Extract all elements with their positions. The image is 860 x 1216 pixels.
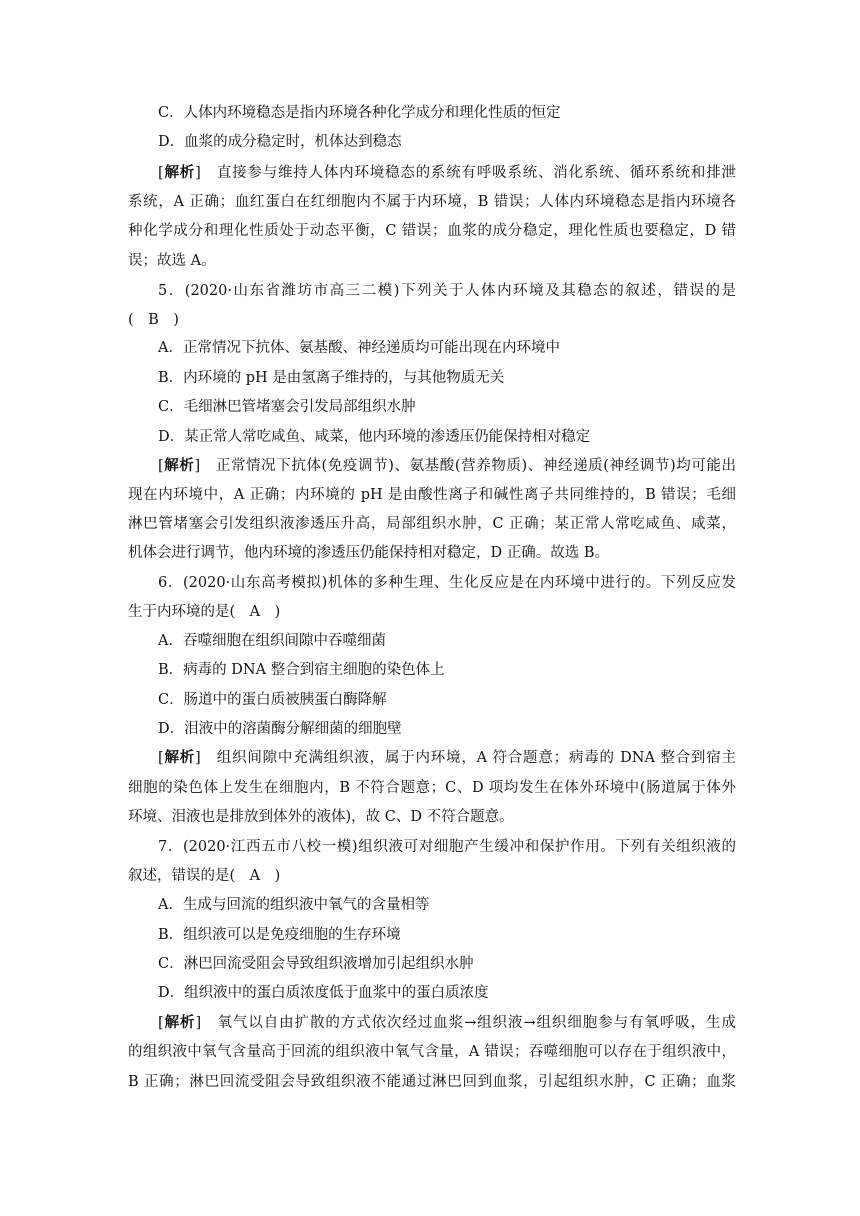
text-line: 5．(2020·山东省潍坊市高三二模)下列关于人体内环境及其稳态的叙述，错误的是 bbox=[158, 283, 736, 299]
analysis-paragraph-line bbox=[128, 777, 736, 799]
text-line: 7．(2020·江西五市八校一模)组织液可对细胞产生缓冲和保护作用。下列有关组织液的 bbox=[158, 839, 736, 855]
analysis-paragraph-line bbox=[128, 220, 736, 242]
text-line: A．生成与回流的组织液中氧气的含量相等 bbox=[158, 897, 430, 913]
analysis-label: 解析 bbox=[163, 1014, 196, 1031]
text-line: 直接参与维持人体内环境稳态的系统有呼吸系统、消化系统、循环系统和排泄 bbox=[200, 165, 736, 181]
analysis-bracket: [解析] bbox=[158, 1014, 202, 1031]
question-stem-line bbox=[158, 836, 736, 858]
question-stem-line bbox=[158, 572, 736, 594]
text-line: B．病毒的 DNA 整合到宿主细胞的染色体上 bbox=[158, 662, 445, 678]
text-line: B．组织液可以是免疫细胞的生存环境 bbox=[158, 927, 401, 943]
text-line: 的组织液中氧气含量高于回流的组织液中氧气含量，A 错误；吞噬细胞可以存在于组织液中， bbox=[128, 1044, 736, 1060]
text-line: 现在内环境中，A 正确；内环境的 pH 是由酸性离子和碱性离子共同维持的，B 错误；毛细 bbox=[128, 487, 736, 503]
text-line: 生于内环境的是( A ) bbox=[128, 604, 281, 620]
text-line: ( B ) bbox=[128, 312, 179, 328]
analysis-paragraph-line bbox=[158, 747, 736, 769]
analysis-paragraph-line bbox=[128, 1071, 736, 1093]
analysis-paragraph-line bbox=[128, 542, 736, 564]
option-b-line bbox=[158, 659, 736, 681]
option-a-line bbox=[158, 894, 736, 916]
analysis-label: 解析 bbox=[163, 749, 196, 766]
analysis-paragraph-line bbox=[128, 484, 736, 506]
option-c-line bbox=[158, 102, 736, 124]
text-line: C．淋巴回流受阻会导致组织液增加引起组织水肿 bbox=[158, 956, 474, 972]
text-line: 细胞的染色体上发生在细胞内，B 不符合题意；C、D 项均发生在体外环境中(肠道属于体外 bbox=[128, 780, 736, 796]
analysis-paragraph-line bbox=[128, 806, 736, 828]
analysis-label: 解析 bbox=[163, 457, 195, 474]
text-line: A．正常情况下抗体、氨基酸、神经递质均可能出现在内环境中 bbox=[158, 340, 560, 356]
text-line: D．血浆的成分稳定时，机体达到稳态 bbox=[158, 134, 402, 150]
text-line: A．吞噬细胞在组织间隙中吞噬细菌 bbox=[158, 633, 386, 649]
text-line: C．毛细淋巴管堵塞会引发局部组织水肿 bbox=[158, 399, 416, 415]
question-stem-line bbox=[158, 280, 736, 302]
text-line: B 正确；淋巴回流受阻会导致组织液不能通过淋巴回到血浆，引起组织水肿，C 正确；血浆 bbox=[128, 1074, 736, 1090]
text-line: 组织间隙中充满组织液，属于内环境，A 符合题意；病毒的 DNA 整合到宿主 bbox=[200, 750, 736, 766]
option-d-line bbox=[158, 718, 736, 740]
analysis-paragraph-line bbox=[128, 1041, 736, 1063]
text-line: 氧气以自由扩散的方式依次经过血浆→组织液→组织细胞参与有氧呼吸，生成 bbox=[201, 1015, 736, 1031]
text-line: D．泪液中的溶菌酶分解细菌的细胞壁 bbox=[158, 721, 402, 737]
text-line: 淋巴管堵塞会引发组织液渗透压升高，局部组织水肿，C 正确；某正常人常吃咸鱼、咸菜， bbox=[128, 516, 736, 532]
analysis-bracket: [解析] bbox=[158, 457, 201, 474]
text-line: 误；故选 A。 bbox=[128, 253, 216, 269]
text-line: 叙述，错误的是( A ) bbox=[128, 868, 281, 884]
text-line: 正常情况下抗体(免疫调节)、氨基酸(营养物质)、神经递质(神经调节)均可能出 bbox=[200, 458, 736, 474]
text-line: D．某正常人常吃咸鱼、咸菜，他内环境的渗透压仍能保持相对稳定 bbox=[158, 429, 591, 445]
text-line: 环境、泪液也是排放到体外的液体)，故 C、D 不符合题意。 bbox=[128, 809, 514, 825]
question-stem-line bbox=[128, 601, 736, 623]
option-d-line bbox=[158, 982, 736, 1004]
option-c-line bbox=[158, 689, 736, 711]
text-line: C．人体内环境稳态是指内环境各种化学成分和理化性质的恒定 bbox=[158, 105, 561, 121]
analysis-bracket: [解析] bbox=[158, 164, 201, 181]
analysis-paragraph-line bbox=[128, 191, 736, 213]
analysis-paragraph-line bbox=[158, 1012, 736, 1034]
analysis-bracket: [解析] bbox=[158, 749, 201, 766]
text-line: 种化学成分和理化性质处于动态平衡，C 错误；血浆的成分稳定，理化性质也要稳定，D 错 bbox=[128, 223, 736, 239]
option-a-line bbox=[158, 337, 736, 359]
option-d-line bbox=[158, 131, 736, 153]
option-c-line bbox=[158, 396, 736, 418]
analysis-paragraph-line bbox=[158, 455, 736, 477]
text-line: 6．(2020·山东高考模拟)机体的多种生理、生化反应是在内环境中进行的。下列反应发 bbox=[158, 575, 736, 591]
text-line: 系统，A 正确；血红蛋白在红细胞内不属于内环境，B 错误；人体内环境稳态是指内环境各 bbox=[128, 194, 736, 210]
analysis-label: 解析 bbox=[163, 164, 196, 181]
option-a-line bbox=[158, 630, 736, 652]
analysis-paragraph-line bbox=[158, 162, 736, 184]
option-b-line bbox=[158, 924, 736, 946]
analysis-paragraph-line bbox=[128, 513, 736, 535]
option-d-line bbox=[158, 426, 736, 448]
text-line: C．肠道中的蛋白质被胰蛋白酶降解 bbox=[158, 692, 387, 708]
option-b-line bbox=[158, 367, 736, 389]
analysis-paragraph-line bbox=[128, 250, 736, 272]
text-line: B．内环境的 pH 是由氢离子维持的，与其他物质无关 bbox=[158, 370, 505, 386]
text-line: D．组织液中的蛋白质浓度低于血浆中的蛋白质浓度 bbox=[158, 985, 489, 1001]
option-c-line bbox=[158, 953, 736, 975]
question-answer-line bbox=[128, 309, 736, 331]
question-stem-line bbox=[128, 865, 736, 887]
text-line: 机体会进行调节，他内环境的渗透压仍能保持相对稳定，D 正确。故选 B。 bbox=[128, 545, 609, 561]
